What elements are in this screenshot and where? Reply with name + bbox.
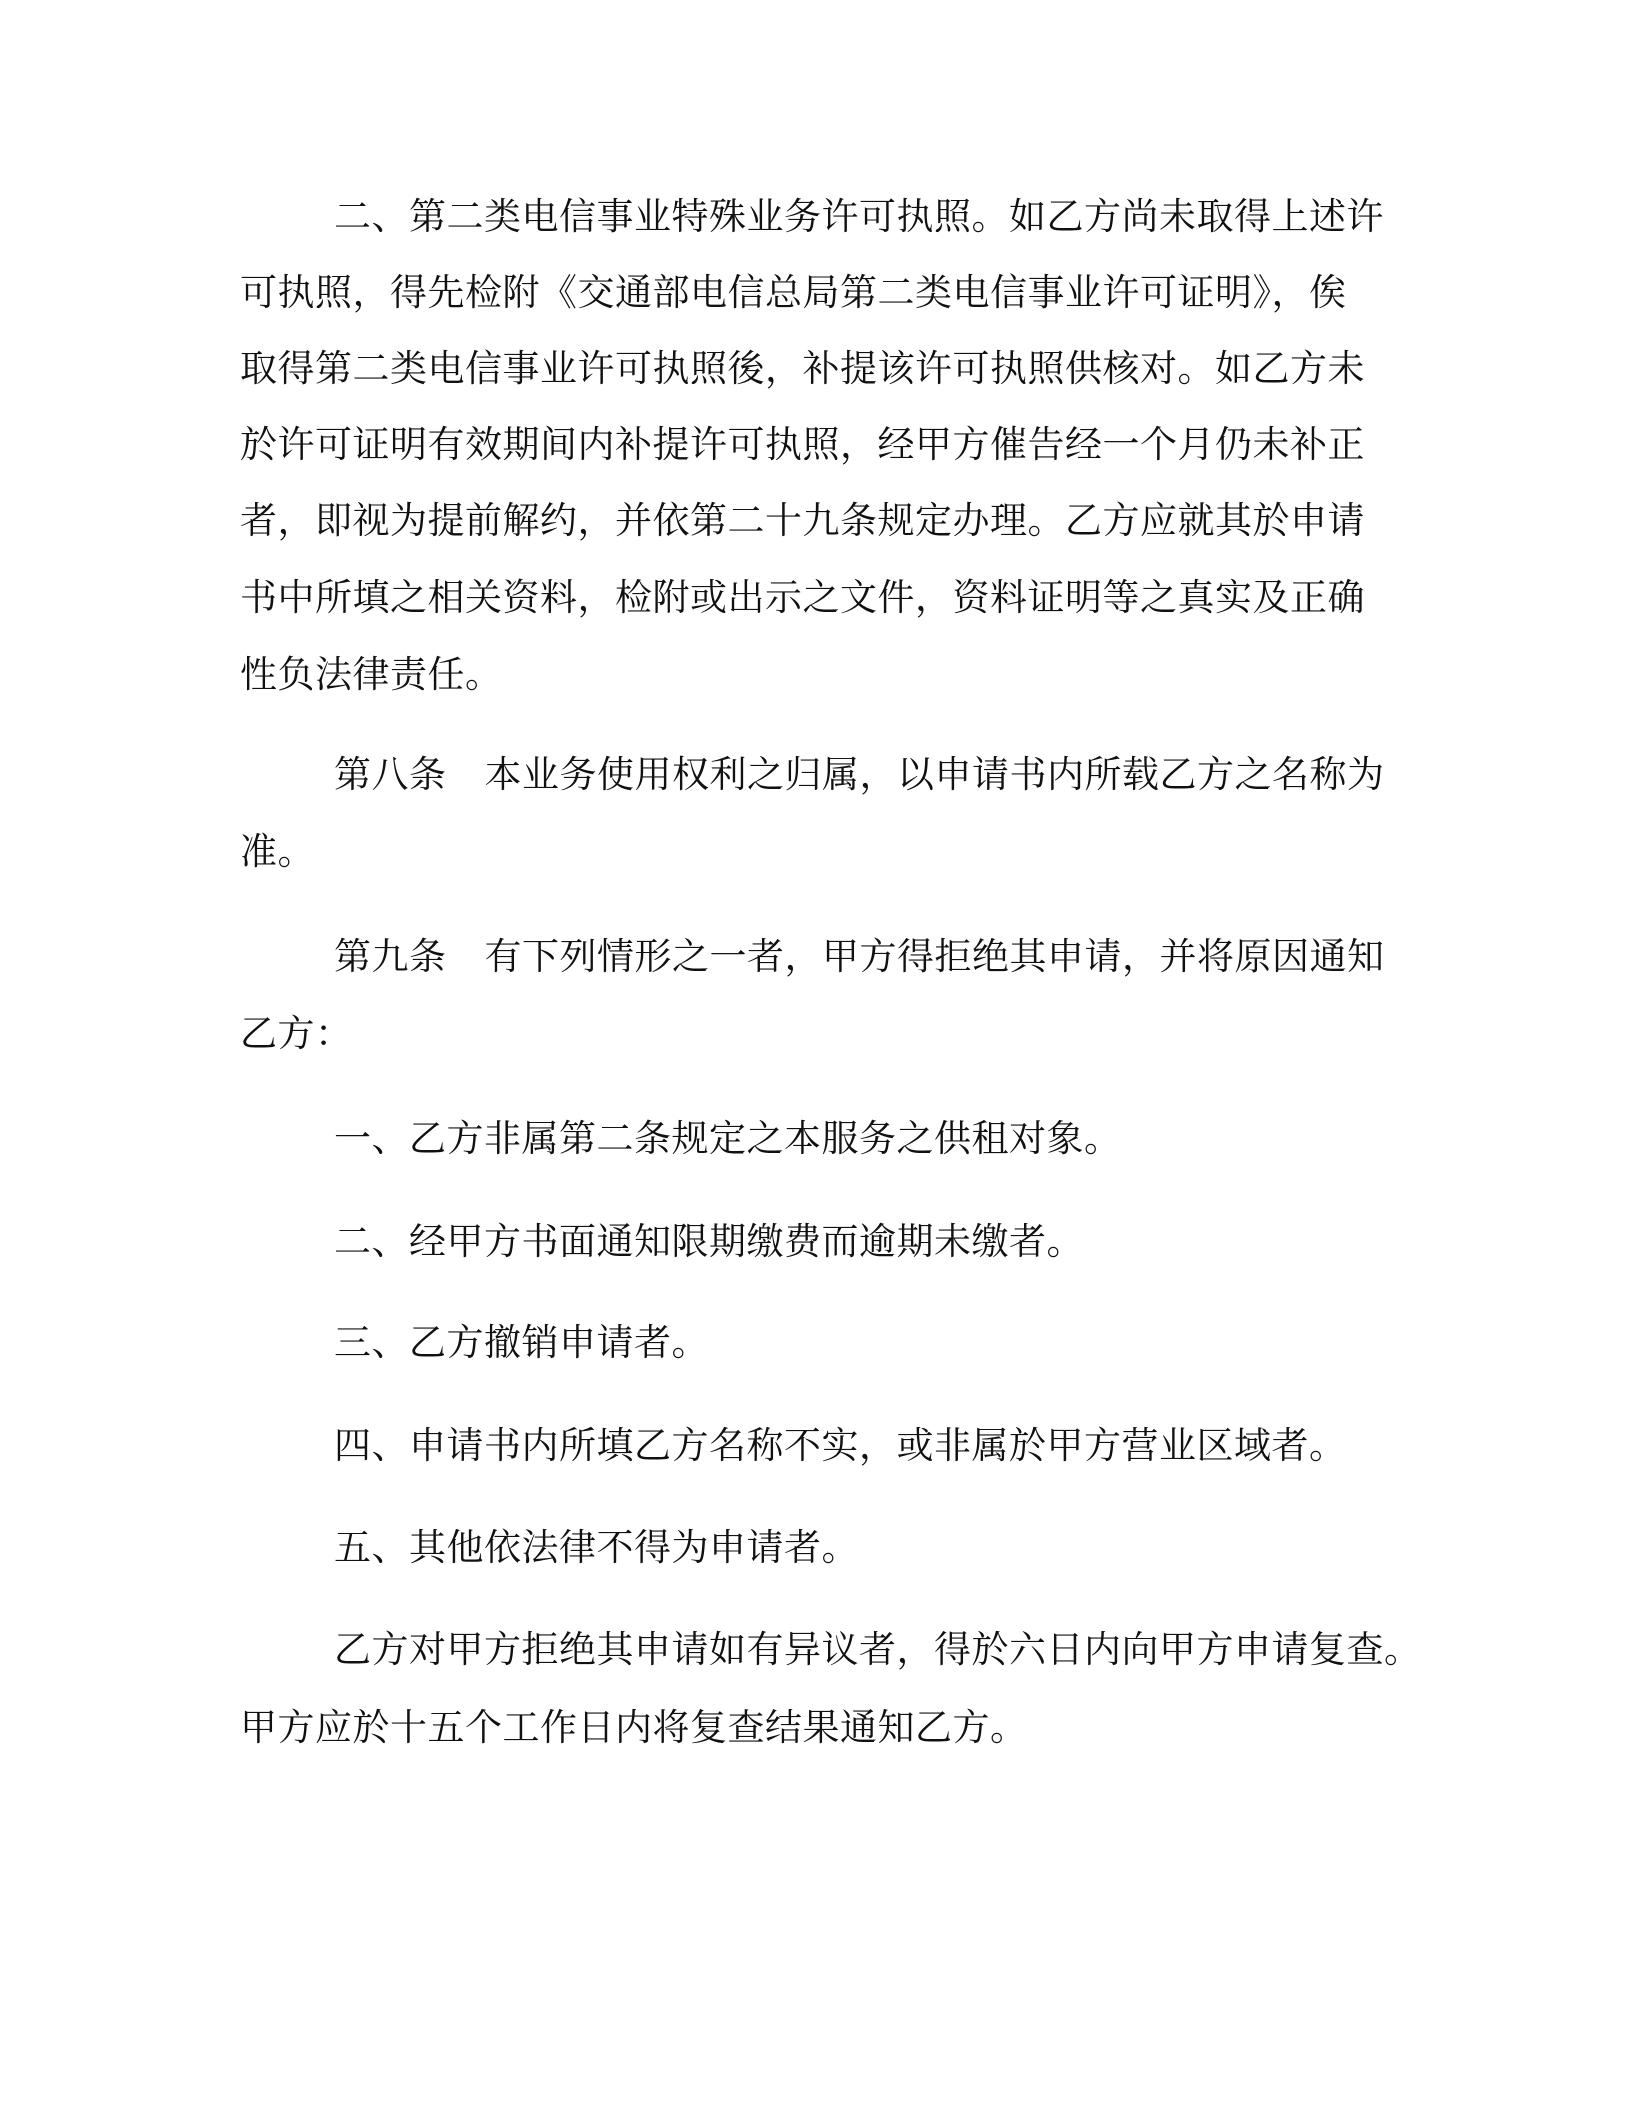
license-paragraph-line: 二、第二类电信事业特殊业务许可执照。如乙方尚未取得上述许: [334, 195, 1384, 238]
article-9-line: 乙方：: [240, 1012, 353, 1055]
article-9-text: 有下列情形之一者，甲方得拒绝其申请，并将原因通知: [484, 935, 1385, 978]
license-paragraph-line: 可执照，得先检附《交通部电信总局第二类电信事业许可证明》，俟: [240, 271, 1347, 314]
article-9-item: 二、经甲方书面通知限期缴费而逾期未缴者。: [334, 1220, 1084, 1263]
license-paragraph-line: 取得第二类电信事业许可执照後，补提该许可执照供核对。如乙方未: [240, 347, 1365, 390]
license-paragraph-line: 者，即视为提前解约，并依第二十九条规定办理。乙方应就其於申请: [240, 499, 1365, 542]
article-9-item: 四、申请书内所填乙方名称不实，或非属於甲方营业区域者。: [334, 1424, 1347, 1467]
article-9-number: 第九条: [334, 935, 447, 978]
license-paragraph-line: 於许可证明有效期间内补提许可执照，经甲方催告经一个月仍未补正: [240, 423, 1365, 466]
article-8-line: 准。: [240, 830, 315, 873]
article-9-item: 三、乙方撤销申请者。: [334, 1321, 709, 1364]
article-8-number: 第八条: [334, 753, 447, 796]
article-9-first-line: [334, 934, 1385, 980]
article-9-item: 五、其他依法律不得为申请者。: [334, 1526, 859, 1569]
license-paragraph-line: 书中所填之相关资料，检附或出示之文件，资料证明等之真实及正确: [240, 576, 1365, 619]
license-paragraph-line: 性负法律责任。: [240, 653, 503, 696]
article-8-text: 本业务使用权利之归属，以申请书内所载乙方之名称为: [484, 753, 1385, 796]
article-9-item: 一、乙方非属第二条规定之本服务之供租对象。: [334, 1117, 1122, 1160]
review-paragraph-line: 甲方应於十五个工作日内将复查结果通知乙方。: [240, 1706, 1028, 1749]
review-paragraph-line: 乙方对甲方拒绝其申请如有异议者，得於六日内向甲方申请复查。: [334, 1628, 1422, 1671]
article-8-first-line: [334, 752, 1385, 798]
